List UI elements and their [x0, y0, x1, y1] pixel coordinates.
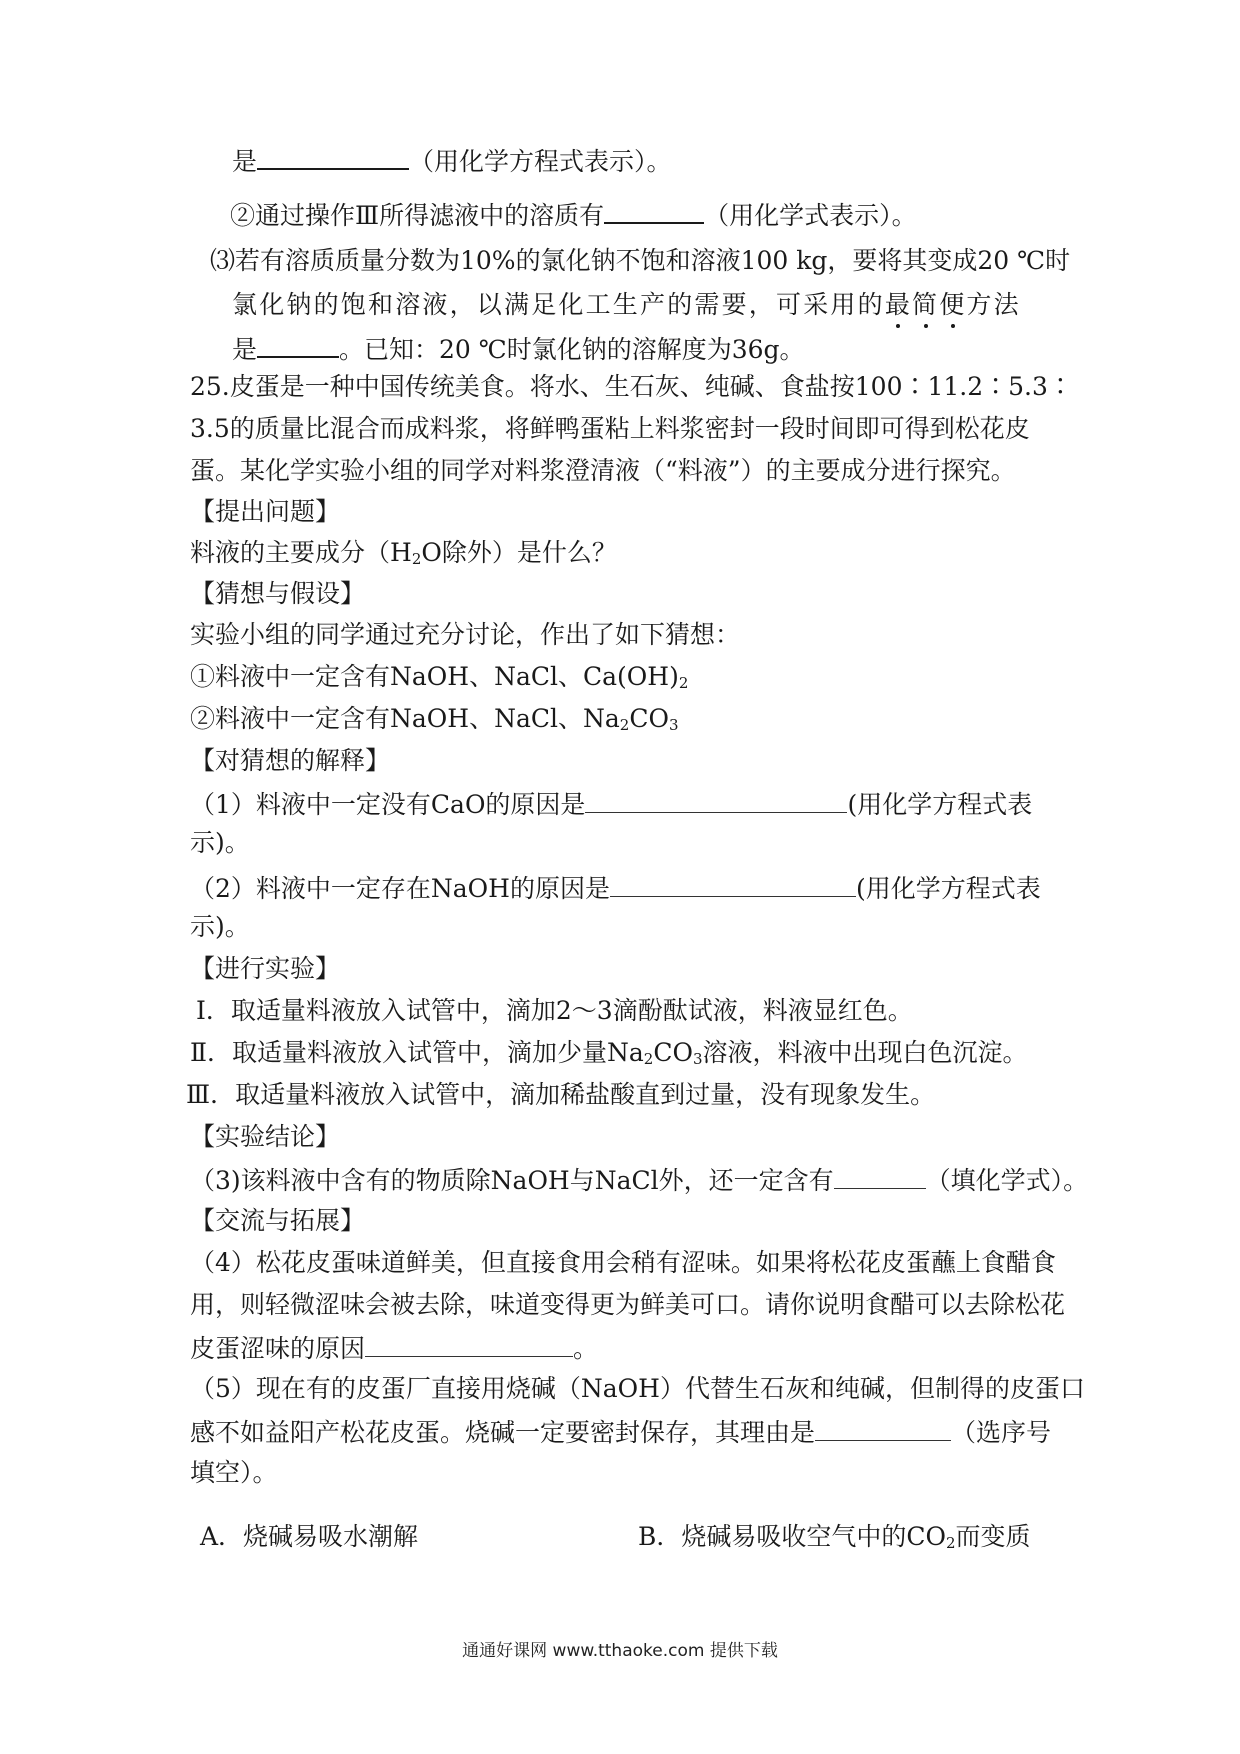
answer-blank[interactable]: [815, 1416, 951, 1441]
answer-blank[interactable]: [257, 144, 409, 170]
extend-4-line-1: （4）松花皮蛋味道鲜美，但直接食用会稍有涩味。如果将松花皮蛋蘸上食醋食: [190, 1248, 1056, 1277]
experiment-1: Ⅰ．取适量料液放入试管中，滴加2～3滴酚酞试液，料液显红色。: [196, 996, 913, 1025]
emphasis-char: 便: [939, 290, 967, 319]
extend-5-line-3: 填空）。: [190, 1458, 278, 1487]
section-heading-extend: 【交流与拓展】: [190, 1206, 366, 1235]
section-heading-explain: 【对猜想的解释】: [190, 746, 391, 775]
explain-1-cont: 示)。: [190, 828, 250, 857]
q24-line-4: 氯化钠的饱和溶液，以满足化工生产的需要，可采用的最简便方法: [232, 290, 1021, 319]
guess-intro: 实验小组的同学通过充分讨论，作出了如下猜想：: [190, 620, 741, 649]
q25-intro-line-1: 25.皮蛋是一种中国传统美食。将水、生石灰、纯碱、食盐按100∶11.2∶5.3∶: [190, 372, 1073, 401]
section-heading-experiment: 【进行实验】: [190, 954, 341, 983]
q24-line-1: 是 （用化学方程式表示）。: [232, 144, 672, 177]
experiment-2: Ⅱ．取适量料液放入试管中，滴加少量$Na_2CO_3$溶液，料液中出现白色沉淀。: [190, 1038, 1028, 1068]
q24-line-2: ②通过操作Ⅲ所得滤液中的溶质有 （用化学式表示）。: [230, 198, 917, 231]
option-b: B．烧碱易吸收空气中的$CO_2$而变质: [638, 1522, 1031, 1552]
experiment-3: Ⅲ．取适量料液放入试管中，滴加稀盐酸直到过量，没有现象发生。: [186, 1080, 936, 1109]
section-heading-question: 【提出问题】: [190, 497, 341, 526]
answer-blank[interactable]: [610, 872, 856, 897]
q24-line-5: 是 。已知：20 ℃时氯化钠的溶解度为36g。: [232, 332, 805, 365]
conclusion-3: （3)该料液中含有的物质除NaOH与NaCl外，还一定含有 （填化学式）。: [190, 1166, 1089, 1195]
answer-blank[interactable]: [365, 1332, 573, 1357]
section-heading-guess: 【猜想与假设】: [190, 579, 366, 608]
guess-1: ①料液中一定含有NaOH、NaCl、$Ca(OH)_2$: [190, 662, 689, 692]
extend-4-line-3: 皮蛋涩味的原因 。: [190, 1334, 599, 1363]
extend-5-line-1: （5）现在有的皮蛋厂直接用烧碱（NaOH）代替生石灰和纯碱，但制得的皮蛋口: [190, 1374, 1085, 1403]
question-text: 料液的主要成分（$H_2O$除外）是什么？: [190, 538, 617, 568]
q24-line-3: ⑶若有溶质质量分数为10%的氯化钠不饱和溶液100 kg，要将其变成20 ℃时: [210, 246, 1071, 275]
explain-2: （2）料液中一定存在NaOH的原因是 (用化学方程式表: [190, 874, 1041, 903]
answer-blank[interactable]: [585, 788, 847, 813]
explain-1: （1）料液中一定没有CaO的原因是 (用化学方程式表: [190, 790, 1033, 819]
emphasis-char: 最: [884, 290, 913, 319]
emphasis-char: 简: [912, 290, 940, 319]
section-heading-conclusion: 【实验结论】: [190, 1122, 341, 1151]
option-a: A．烧碱易吸水潮解: [200, 1522, 419, 1551]
explain-2-cont: 示)。: [190, 912, 250, 941]
page-footer: 通通好课网 www.tthaoke.com 提供下载: [462, 1641, 778, 1661]
answer-blank[interactable]: [604, 198, 704, 224]
guess-2: ②料液中一定含有NaOH、NaCl、$Na_2CO_3$: [190, 704, 679, 734]
extend-5-line-2: 感不如益阳产松花皮蛋。烧碱一定要密封保存，其理由是 （选序号: [190, 1418, 1052, 1447]
q25-intro-line-2: 3.5的质量比混合而成料浆，将鲜鸭蛋粘上料浆密封一段时间即可得到松花皮: [190, 414, 1030, 443]
answer-blank[interactable]: [257, 332, 339, 358]
extend-4-line-2: 用，则轻微涩味会被去除，味道变得更为鲜美可口。请你说明食醋可以去除松花: [190, 1290, 1066, 1319]
q25-intro-line-3: 蛋。某化学实验小组的同学对料浆澄清液（“料液”）的主要成分进行探究。: [190, 456, 1016, 485]
answer-blank[interactable]: [834, 1164, 926, 1189]
